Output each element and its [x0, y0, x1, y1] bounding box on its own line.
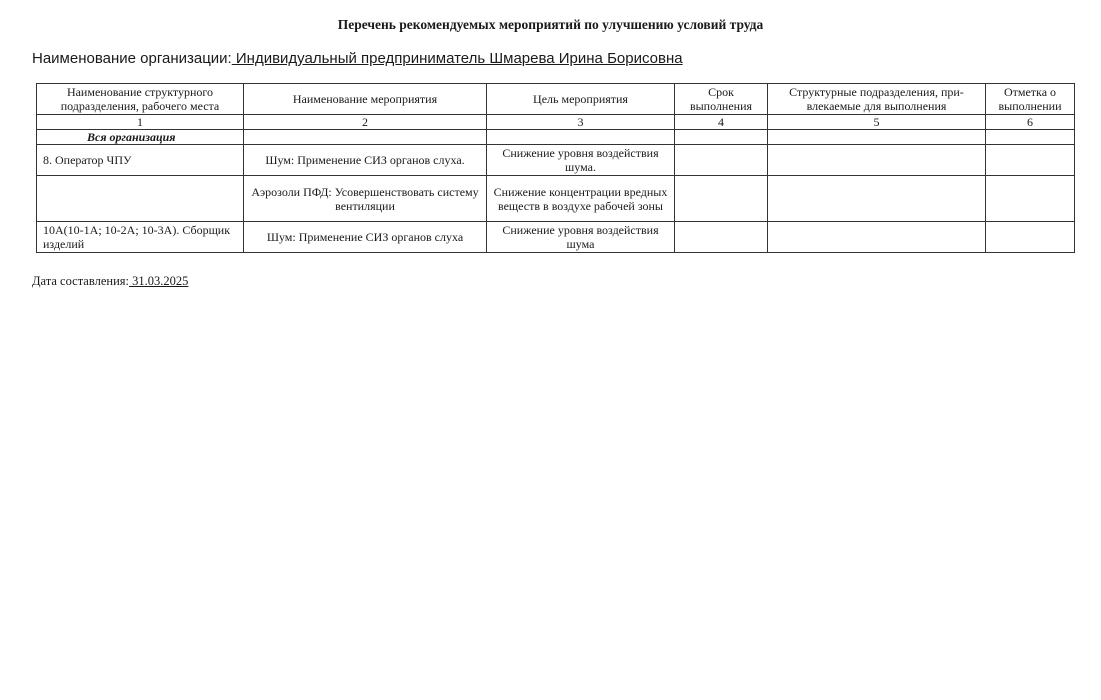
cell-measure: Шум: Применение СИЗ органов слуха.: [244, 145, 487, 176]
organization-line: [32, 50, 683, 67]
column-number: 5: [768, 115, 986, 130]
cell-departments: [768, 176, 986, 222]
document-title: Перечень рекомендуемых мероприятий по улучшению условий труда: [337, 17, 764, 32]
header-goal: Цель мероприятия: [487, 84, 675, 115]
header-deadline: Срок выполнения: [675, 84, 768, 115]
table-header-row: [37, 84, 1075, 115]
cell-departments: [768, 145, 986, 176]
header-measure: Наименование мероприятия: [244, 84, 487, 115]
date-label: Дата составления:: [32, 274, 129, 288]
group-row: [37, 130, 1075, 145]
cell-mark: [986, 176, 1075, 222]
organization-value: Индивидуальный предприниматель Шмарева Ирина Борисовна: [231, 50, 683, 67]
empty-cell: [675, 130, 768, 145]
column-number-row: [37, 115, 1075, 130]
cell-mark: [986, 222, 1075, 253]
cell-deadline: [675, 222, 768, 253]
header-mark: Отметка о выполнении: [986, 84, 1075, 115]
empty-cell: [986, 130, 1075, 145]
cell-goal: Снижение концентрации вредных веществ в воздухе рабочей зоны: [487, 176, 675, 222]
empty-cell: [768, 130, 986, 145]
cell-mark: [986, 145, 1075, 176]
column-number: 6: [986, 115, 1075, 130]
cell-departments: [768, 222, 986, 253]
cell-measure: Шум: Применение СИЗ органов слуха: [244, 222, 487, 253]
header-departments: Структурные подразделения, при-влекаемые для выполнения: [768, 84, 986, 115]
date-value: 31.03.2025: [129, 274, 189, 288]
cell-workplace: 10А(10-1А; 10-2А; 10-3А). Сборщик изделий: [37, 222, 244, 253]
table-row: [37, 145, 1075, 176]
header-workplace: Наименование структурного подразделения, рабочего места: [37, 84, 244, 115]
cell-workplace: 8. Оператор ЧПУ: [37, 145, 244, 176]
organization-label: Наименование организации:: [32, 50, 232, 67]
measures-table: [36, 83, 1075, 253]
table-row: [37, 176, 1075, 222]
cell-deadline: [675, 145, 768, 176]
date-line: [32, 274, 188, 289]
empty-cell: [244, 130, 487, 145]
cell-goal: Снижение уровня воздействия шума: [487, 222, 675, 253]
cell-measure: Аэрозоли ПФД: Усовершенствовать систему вентиляции: [244, 176, 487, 222]
group-label: Вся организация: [37, 130, 244, 145]
column-number: 2: [244, 115, 487, 130]
cell-goal: Снижение уровня воздействия шума.: [487, 145, 675, 176]
cell-workplace: [37, 176, 244, 222]
cell-deadline: [675, 176, 768, 222]
column-number: 4: [675, 115, 768, 130]
column-number: 1: [37, 115, 244, 130]
table-row: [37, 222, 1075, 253]
empty-cell: [487, 130, 675, 145]
column-number: 3: [487, 115, 675, 130]
